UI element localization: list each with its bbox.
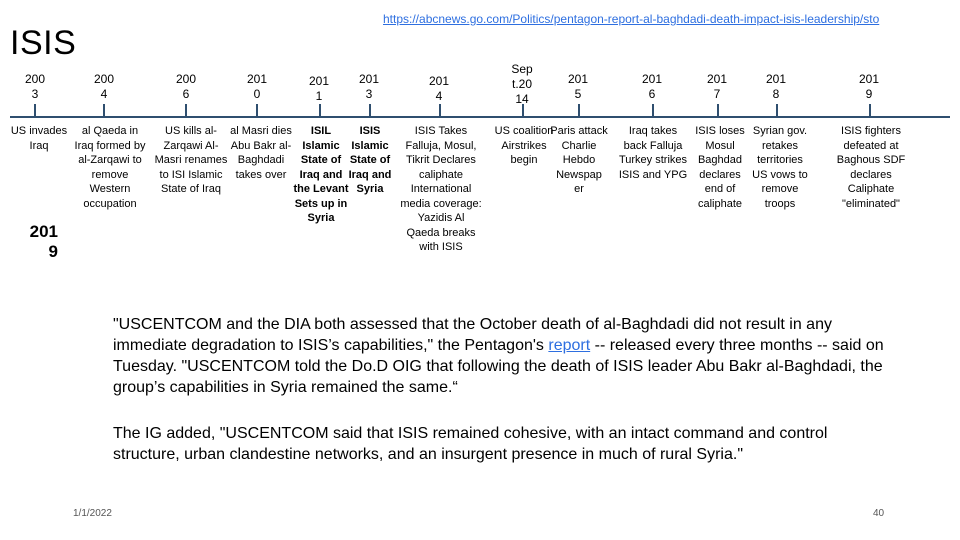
timeline-event: US coalition Airstrikes begin <box>494 125 554 166</box>
timeline-tick <box>578 104 580 116</box>
timeline-event: US invades Iraq <box>10 125 68 152</box>
timeline-event: Paris attack Charlie Hebdo Newspap er <box>550 125 608 195</box>
quote-text-end: -- released every three months -- said on Tuesday. "USCENTCOM told the Do.D OIG that following the death of ISIS leader Abu Bakr al-Baghdadi, the group’s capabilities in Syria remained the same.“ <box>113 337 884 396</box>
timeline-tick <box>869 104 871 116</box>
timeline-year: 201 0 <box>247 72 268 101</box>
timeline-event: ISIS Islamic State of Iraq and Syria <box>348 125 392 195</box>
ig-quote-paragraph: The IG added, "USCENTCOM said that ISIS remained cohesive, with an intact command and control structure, urban clandestine networks, and an insurgent presence in much of rural Syria." <box>113 425 828 463</box>
timeline-year: 201 1 <box>309 74 330 103</box>
source-url-link[interactable]: https://abcnews.go.com/Politics/pentagon-report-al-baghdadi-death-impact-isis-leadership/sto <box>383 12 880 26</box>
timeline-event: ISIS Takes Falluja, Mosul, Tikrit Declares caliphate International media coverage: Yazidis Al Qaeda breaks with ISIS <box>400 125 482 253</box>
timeline-event: US kills al-Zarqawi Al-Masri renames to ISI Islamic State of Iraq <box>154 125 228 195</box>
timeline-event: al Qaeda in Iraq formed by al-Zarqawi to remove Western occupation <box>74 125 146 210</box>
timeline-year: 201 4 <box>429 74 450 103</box>
timeline-year: 200 6 <box>176 72 197 101</box>
slide-title: ISIS <box>10 24 77 62</box>
timeline-tick <box>652 104 654 116</box>
timeline-tick <box>776 104 778 116</box>
timeline-tick <box>369 104 371 116</box>
timeline-year: 201 5 <box>568 72 589 101</box>
quote-text-start: "USCENTCOM and the DIA both assessed that the October death of al-Baghdadi did not result in any immediate degradation to ISIS’s capabilities," the Pentagon's <box>113 316 832 354</box>
timeline-tick <box>319 104 321 116</box>
quote-paragraph <box>113 314 893 398</box>
timeline-event: ISIL Islamic State of Iraq and the Levant Sets up in Syria <box>293 125 349 224</box>
timeline-year: 200 3 <box>25 72 46 101</box>
timeline-tick <box>103 104 105 116</box>
timeline-year: 201 7 <box>707 72 728 101</box>
timeline-event: Syrian gov. retakes territories US vows to remove troops <box>752 125 808 210</box>
timeline-event: Iraq takes back Falluja Turkey strikes ISIS and YPG <box>618 125 688 181</box>
timeline-year: 201 6 <box>642 72 663 101</box>
timeline-year: 201 9 <box>859 72 880 101</box>
timeline-tick <box>34 104 36 116</box>
timeline-event: ISIS fighters defeated at Baghous SDF declares Caliphate "eliminated" <box>836 125 906 210</box>
timeline-event: al Masri dies Abu Bakr al-Baghdadi takes over <box>230 125 292 181</box>
timeline-tick <box>439 104 441 116</box>
timeline-axis <box>10 116 950 118</box>
timeline-year: 201 8 <box>766 72 787 101</box>
timeline-year: Sep t.20 14 <box>511 62 533 106</box>
timeline-year: 200 4 <box>94 72 115 101</box>
timeline-year: 201 3 <box>359 72 380 101</box>
report-link[interactable]: report <box>548 337 591 354</box>
side-year-label: 201 9 <box>29 222 58 261</box>
timeline-tick <box>185 104 187 116</box>
slide-page-number: 40 <box>873 508 885 519</box>
slide-date: 1/1/2022 <box>73 508 112 519</box>
timeline-tick <box>256 104 258 116</box>
timeline-tick <box>717 104 719 116</box>
timeline-event: ISIS loses Mosul Baghdad declares end of caliphate <box>695 125 745 210</box>
